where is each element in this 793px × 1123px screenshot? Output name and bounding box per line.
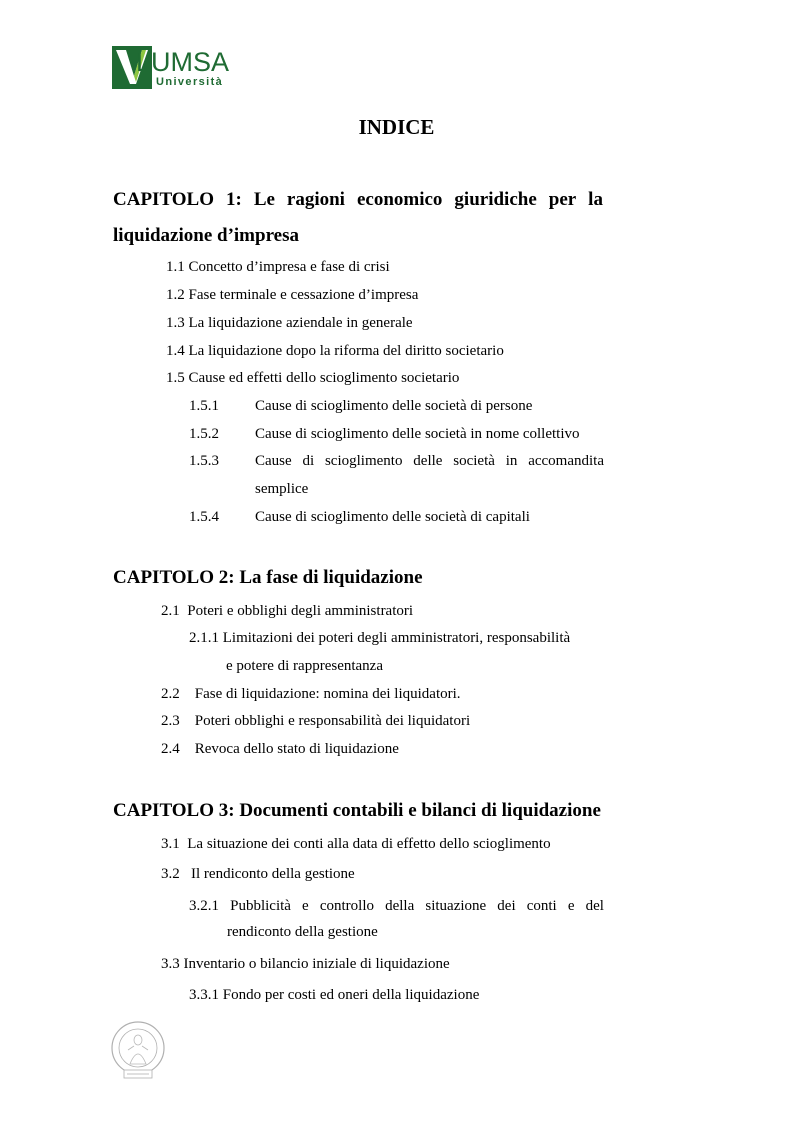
entry-word: società <box>453 453 495 469</box>
heading-word: Le <box>253 189 275 210</box>
lumsa-logo <box>112 46 232 90</box>
entry-word: scioglimento <box>324 453 403 469</box>
toc-entry-1-5: 1.5 Cause ed effetti dello scioglimento societario <box>166 370 460 386</box>
entry-word: controllo <box>319 898 374 914</box>
toc-entry-2-2: 2.2 Fase di liquidazione: nomina dei liquidatori. <box>161 686 461 702</box>
entry-word: in <box>505 453 518 469</box>
toc-entry-2-4: 2.4 Revoca dello stato di liquidazione <box>161 741 399 757</box>
chapter-2-heading: CAPITOLO 2: La fase di liquidazione <box>113 567 423 588</box>
chapter-1-heading <box>113 188 603 212</box>
toc-entry-3-3-1: 3.3.1 Fondo per costi ed oneri della liquidazione <box>189 987 480 1003</box>
logo-name: LUMSA <box>136 47 230 77</box>
toc-entry-1-5-3-num: 1.5.3 <box>189 453 219 469</box>
heading-word: per <box>548 189 577 210</box>
entry-word: della <box>385 898 415 914</box>
toc-entry-1-5-2-text: Cause di scioglimento delle società in nome collettivo <box>255 426 580 442</box>
toc-entry-1-2: 1.2 Fase terminale e cessazione d’impresa <box>166 287 419 303</box>
logo-subtitle: Università <box>156 76 224 88</box>
heading-word: CAPITOLO <box>113 189 215 210</box>
toc-entry-1-5-2-num: 1.5.2 <box>189 426 219 442</box>
entry-word: di <box>302 453 315 469</box>
toc-entry-1-5-1-num: 1.5.1 <box>189 398 219 414</box>
heading-word: la <box>588 189 603 210</box>
entry-word: delle <box>413 453 443 469</box>
toc-entry-3-1: 3.1 La situazione dei conti alla data di effetto dello scioglimento <box>161 836 551 852</box>
chapter-1-heading-line2: liquidazione d’impresa <box>113 225 299 246</box>
entry-word: Cause <box>255 453 292 469</box>
toc-entry-1-5-4-text: Cause di scioglimento delle società di capitali <box>255 509 530 525</box>
entry-word: conti <box>526 898 557 914</box>
entry-word: situazione <box>425 898 487 914</box>
toc-entry-1-1: 1.1 Concetto d’impresa e fase di crisi <box>166 259 390 275</box>
toc-entry-1-5-4-num: 1.5.4 <box>189 509 219 525</box>
toc-entry-1-4: 1.4 La liquidazione dopo la riforma del diritto societario <box>166 343 504 359</box>
chapter-3-heading: CAPITOLO 3: Documenti contabili e bilanci di liquidazione <box>113 800 601 821</box>
toc-entry-3-2: 3.2 Il rendiconto della gestione <box>161 866 355 882</box>
toc-entry-1-5-3-text <box>255 451 604 471</box>
toc-entry-2-1-1: 2.1.1 Limitazioni dei poteri degli amministratori, responsabilità <box>189 630 571 646</box>
page-title: INDICE <box>358 115 435 139</box>
heading-word: 1: <box>226 189 242 210</box>
toc-entry-1-5-3-text-line2: semplice <box>255 481 309 497</box>
toc-entry-2-1: 2.1 Poteri e obblighi degli amministratori <box>161 603 414 619</box>
entry-word: 3.2.1 <box>189 898 219 914</box>
entry-word: e <box>567 898 575 914</box>
entry-word: accomandita <box>528 453 604 469</box>
toc-entry-3-2-1 <box>189 896 604 916</box>
toc-entry-2-1-1-line2: e potere di rappresentanza <box>226 658 383 674</box>
entry-word: Pubblicità <box>230 898 291 914</box>
heading-word: ragioni <box>286 189 345 210</box>
toc-entry-3-2-1-line2: rendiconto della gestione <box>227 924 378 940</box>
heading-word: economico <box>356 189 443 210</box>
toc-entry-1-5-1-text: Cause di scioglimento delle società di persone <box>255 398 533 414</box>
university-seal-icon <box>110 1020 166 1080</box>
entry-word: dei <box>497 898 516 914</box>
entry-word: e <box>302 898 309 914</box>
heading-word: giuridiche <box>454 189 537 210</box>
toc-entry-1-3: 1.3 La liquidazione aziendale in generale <box>166 315 413 331</box>
toc-entry-3-3: 3.3 Inventario o bilancio iniziale di liquidazione <box>161 956 450 972</box>
entry-word: del <box>585 898 604 914</box>
toc-entry-2-3: 2.3 Poteri obblighi e responsabilità dei liquidatori <box>161 713 471 729</box>
